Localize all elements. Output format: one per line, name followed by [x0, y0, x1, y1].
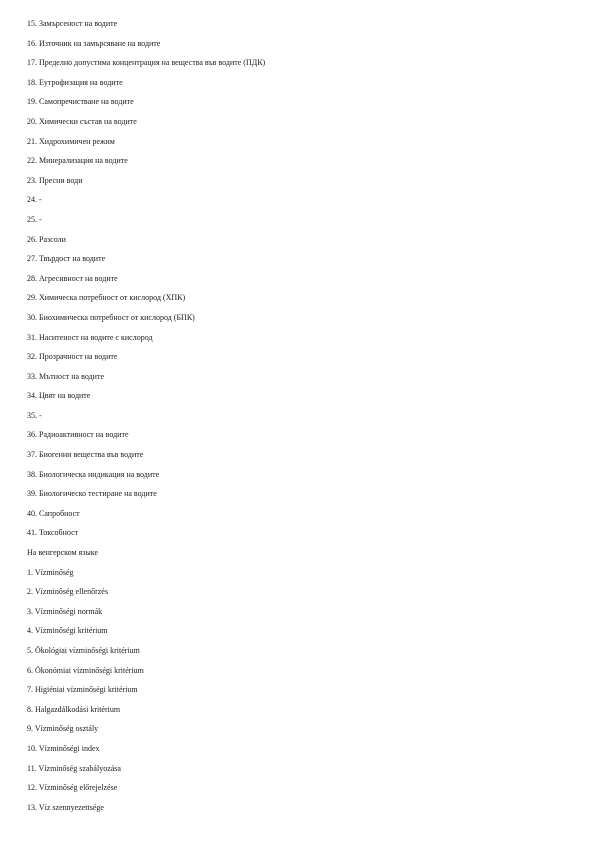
list-item: 29. Химическа потребност от кислород (ХПК) — [27, 293, 186, 303]
list-item: 9. Vízminőség osztály — [27, 724, 99, 734]
list-item: 20. Химически състав на водите — [27, 116, 137, 126]
term-list — [27, 17, 587, 820]
list-item: 33. Мътност на водите — [27, 371, 104, 381]
list-item: 16. Източник на замърсяване на водите — [27, 38, 161, 48]
list-item: 23. Пресни води — [27, 175, 83, 185]
list-item: 37. Биогенни вещества във водите — [27, 450, 144, 460]
list-item: 5. Ökológiai vízminőségi kritérium — [27, 646, 140, 655]
list-item: 8. Halgazdálkodási kritérium — [27, 704, 121, 714]
list-item: 17. Пределно допустима концентрация на вещества във водите (ПДК) — [27, 58, 266, 68]
list-item: 34. Цвят на водите — [27, 391, 91, 401]
list-item: 12. Vízminőség előrejelzése — [27, 783, 118, 793]
list-item: 26. Разсоли — [27, 234, 66, 244]
list-item: 24. - — [27, 195, 42, 205]
list-item: 6. Ökonómiai vízminőségi kritérium — [27, 665, 144, 675]
list-item: 15. Замърсеност на водите — [27, 19, 118, 28]
list-item: 38. Биологическа индикация на водите — [27, 469, 160, 479]
list-item: 21. Хидрохимичен режим — [27, 136, 115, 146]
list-item: 40. Сапробност — [27, 508, 80, 518]
list-item: 41. Токсобност — [27, 528, 79, 538]
list-item: 28. Агресивност на водите — [27, 273, 118, 283]
list-item: 32. Прозрачност на водите — [27, 352, 118, 362]
list-item: 10. Vízminőségi index — [27, 743, 100, 753]
list-item: 22. Минерализация на водите — [27, 156, 128, 166]
list-item: 19. Самопречистване на водите — [27, 97, 134, 107]
list-item: 31. Наситеност на водите с кислород — [27, 332, 153, 342]
list-item: 25. - — [27, 214, 42, 224]
list-item: 13. Víz szennyezettsége — [27, 802, 104, 812]
list-item: 36. Радиоактивност на водите — [27, 430, 129, 440]
list-item: 7. Higiéniai vízminőségi kritérium — [27, 685, 138, 695]
list-item: 30. Биохимическа потребност от кислород (БПК) — [27, 312, 195, 322]
list-item: 27. Твърдост на водите — [27, 254, 106, 264]
list-item: 3. Vízminőségi normák — [27, 606, 103, 616]
list-item: 1. Vízminőség — [27, 567, 74, 577]
list-item: 11. Vízminőség szabályozása — [27, 763, 121, 773]
list-item: 18. Еутрофизация на водите — [27, 77, 123, 87]
list-item: На венгерском языке — [27, 548, 99, 558]
list-item: 2. Vízminőség ellenőrzés — [27, 587, 108, 597]
list-item: 4. Vízminőségi kritérium — [27, 626, 108, 636]
list-item: 39. Биологическо тестиране на водите — [27, 489, 157, 499]
list-item: 35. - — [27, 410, 42, 420]
